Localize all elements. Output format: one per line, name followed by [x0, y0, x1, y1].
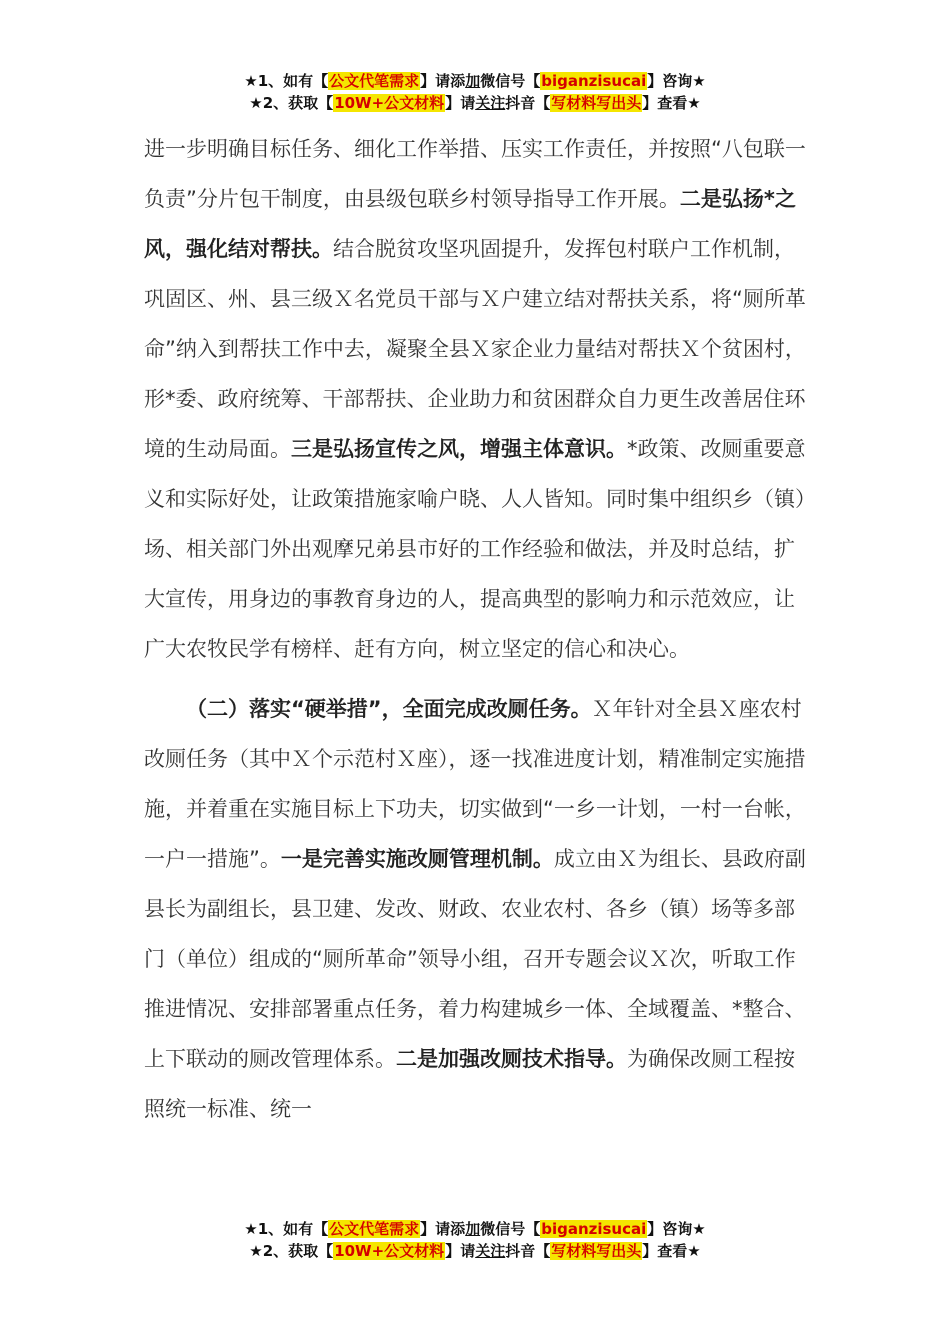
- banner-text: 】咨询★: [647, 72, 706, 90]
- body-text: 为确保改厕工程按照统一标准、统一: [144, 1047, 795, 1121]
- bold-heading: 二是加强改厕技术指导。: [396, 1047, 627, 1071]
- banner-highlight: 写材料写出头: [551, 94, 642, 112]
- banner-underline: 关注: [475, 94, 506, 112]
- section-heading: （二）落实“硬举措”，全面完成改厕任务。: [186, 697, 592, 721]
- banner-underline: 加: [465, 72, 481, 90]
- banner-highlight: 10W+公文材料: [334, 1242, 445, 1260]
- banner-text: 】请添: [420, 72, 466, 90]
- banner-text: 】查看★: [642, 1242, 701, 1260]
- banner-highlight: biganzisucai: [541, 1220, 647, 1238]
- body-text: *政策、改厕重要意义和实际好处，让政策措施家喻户晓、人人皆知。同时集中组织乡（镇）场、相关部门外出观摩兄弟县市好的工作经验和做法，并及时总结，扩大宣传，用身边的事教育身边的人，提高典型的影响力和示范效应，让广大农牧民学有榜样、赶有方向，树立坚定的信心和决心。: [144, 437, 806, 661]
- paragraph: [144, 124, 806, 674]
- paragraph: [144, 684, 806, 1134]
- body-text: 成立由Ｘ为组长、县政府副县长为副组长，县卫建、发改、财政、农业农村、各乡（镇）场等多部门（单位）组成的“厕所革命”领导小组，召开专题会议Ｘ次，听取工作推进情况、安排部署重点任务，着力构建城乡一体、全域覆盖、*整合、上下联动的厕改管理体系。: [144, 847, 806, 1071]
- banner-text: 微信号【: [480, 72, 541, 90]
- bold-heading: 一是完善实施改厕管理机制。: [280, 847, 554, 871]
- banner-text: ★1、如有【: [244, 72, 329, 90]
- banner-line-1: [0, 70, 950, 92]
- banner-text: 】咨询★: [647, 1220, 706, 1238]
- banner-text: ★1、如有【: [244, 1220, 329, 1238]
- body-text: Ｘ年针对全县Ｘ座农村改厕任务（其中Ｘ个示范村Ｘ座），逐一找准进度计划，精准制定实施措施，并着重在实施目标上下功夫，切实做到“一乡一计划，一村一台帐，一户一措施”。: [144, 697, 806, 871]
- banner-highlight: 公文代笔需求: [329, 72, 420, 90]
- banner-underline: 关注: [475, 1242, 506, 1260]
- banner-text: 抖音【: [505, 94, 551, 112]
- banner-highlight: 公文代笔需求: [329, 1220, 420, 1238]
- bold-heading: 三是弘扬宣传之风，增强主体意识。: [291, 437, 627, 461]
- banner-text: 抖音【: [505, 1242, 551, 1260]
- banner-text: ★2、获取【: [249, 1242, 334, 1260]
- banner-line-2: [0, 1240, 950, 1262]
- banner-text: 】请: [445, 1242, 476, 1260]
- banner-text: ★2、获取【: [249, 94, 334, 112]
- banner-text: 】查看★: [642, 94, 701, 112]
- bold-heading: 二是弘扬*之风，强化结对帮扶。: [144, 187, 796, 261]
- banner-line-1: [0, 1218, 950, 1240]
- banner-highlight: 10W+公文材料: [334, 94, 445, 112]
- body-text: 结合脱贫攻坚巩固提升，发挥包村联户工作机制，巩固区、州、县三级Ｘ名党员干部与Ｘ户建立结对帮扶关系，将“厕所革命”纳入到帮扶工作中去，凝聚全县Ｘ家企业力量结对帮扶Ｘ个贫困村，形*委、政府统筹、干部帮扶、企业助力和贫困群众自力更生改善居住环境的生动局面。: [144, 237, 806, 461]
- footer-banner: [0, 1218, 950, 1262]
- banner-text: 】请: [445, 94, 476, 112]
- banner-line-2: [0, 92, 950, 114]
- banner-underline: 加: [465, 1220, 481, 1238]
- banner-text: 微信号【: [480, 1220, 541, 1238]
- banner-text: 】请添: [420, 1220, 466, 1238]
- banner-highlight: biganzisucai: [541, 72, 647, 90]
- header-banner: [0, 70, 950, 114]
- banner-highlight: 写材料写出头: [551, 1242, 642, 1260]
- document-body: [144, 124, 806, 1134]
- body-text: 进一步明确目标任务、细化工作举措、压实工作责任，并按照“八包联一负责”分片包干制度，由县级包联乡村领导指导工作开展。: [144, 137, 806, 211]
